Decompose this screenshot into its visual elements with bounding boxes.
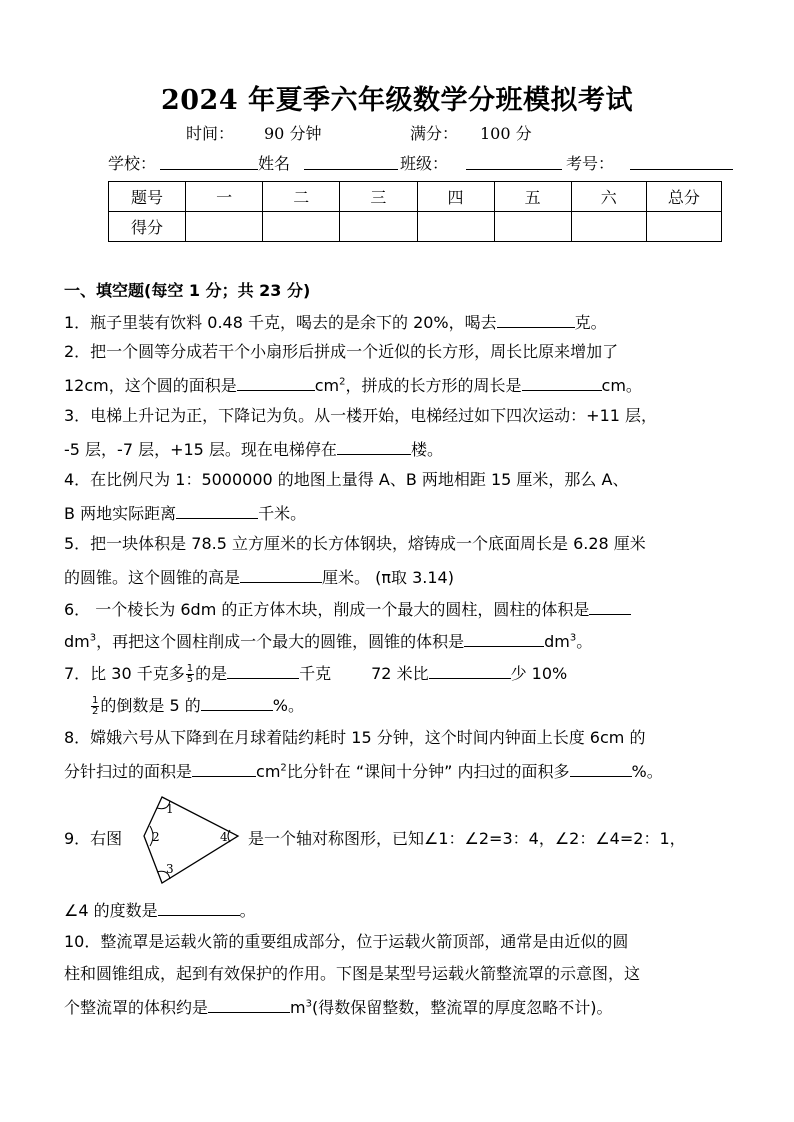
answer-blank[interactable]: [176, 502, 258, 519]
table-cell: 六: [571, 182, 646, 212]
question-10-line-2: 柱和圆锥组成，起到有效保护的作用。下图是某型号运载火箭整流罩的示意图，这: [64, 964, 641, 983]
score-cell[interactable]: [263, 212, 340, 242]
answer-blank[interactable]: [429, 662, 511, 679]
question-9-line-1a: 9．右图: [64, 829, 123, 848]
number-field[interactable]: [630, 151, 733, 170]
answer-blank[interactable]: [497, 311, 575, 328]
angle-label-4: 4: [220, 830, 228, 844]
answer-blank[interactable]: [201, 694, 273, 711]
angle-label-2: 2: [152, 830, 160, 844]
score-table-score-row: [109, 212, 722, 242]
time-label: 时间：: [186, 124, 235, 143]
score-label: 满分：: [410, 124, 459, 143]
question-2-line-2: 12cm，这个圆的面积是 $cm^2$，拼成的长方形的周长是 cm。: [64, 376, 642, 395]
question-6-line-2: $dm^3$，再把这个圆柱削成一个最大的圆锥，圆锥的体积是 $dm^3$。: [64, 632, 593, 651]
score-cell[interactable]: [646, 212, 721, 242]
question-8-line-2: 分针扫过的面积是 $cm^2$比分针在 “课间十分钟” 内扫过的面积多 %。: [64, 762, 663, 781]
score-value: 100 分: [480, 124, 532, 143]
angle-label-3: 3: [166, 862, 174, 876]
table-cell: 得分: [109, 212, 186, 242]
fraction-one-fifth: $\frac{1}{5}$: [186, 663, 194, 685]
name-label: 姓名: [258, 154, 291, 173]
question-9-line-1b: 是一个轴对称图形，已知∠1：∠2=3：4，∠2：∠4=2：1，: [248, 829, 686, 848]
score-cell[interactable]: [494, 212, 571, 242]
table-cell: 题号: [109, 182, 186, 212]
answer-blank[interactable]: [192, 760, 256, 777]
answer-blank[interactable]: [208, 996, 290, 1013]
question-7-line-1: 7．比 30 千克多 $\frac{1}{5}$ 的是 千克 72 米比 少 10%: [64, 663, 568, 685]
question-3-line-1: 3．电梯上升记为正，下降记为负。从一楼开始，电梯经过如下四次运动：+11 层，: [64, 406, 658, 425]
question-9-line-2: ∠4 的度数是 。: [64, 901, 256, 920]
class-field[interactable]: [466, 151, 562, 170]
question-7-line-2: $\frac{1}{2}$ 的倒数是 5 的 %。: [92, 695, 304, 717]
answer-blank[interactable]: [240, 566, 322, 583]
question-3-line-2: -5 层，-7 层，+15 层。现在电梯停在 楼。: [64, 440, 443, 459]
table-cell: 三: [340, 182, 417, 212]
section-title: 一、填空题(每空 1 分；共 23 分): [64, 281, 311, 300]
answer-blank[interactable]: [227, 662, 299, 679]
question-2-line-1: 2．把一个圆等分成若干个小扇形后拼成一个近似的长方形，周长比原来增加了: [64, 342, 619, 361]
table-cell: 五: [494, 182, 571, 212]
answer-blank[interactable]: [570, 760, 632, 777]
fraction-one-half: $\frac{1}{2}$: [92, 695, 99, 717]
class-label: 班级：: [400, 154, 449, 173]
question-6-line-1: 6． 一个棱长为 6dm 的正方体木块，削成一个最大的圆柱，圆柱的体积是: [64, 598, 631, 620]
time-value: 90 分钟: [264, 124, 322, 143]
number-label: 考号：: [566, 154, 615, 173]
table-cell: 二: [263, 182, 340, 212]
answer-blank[interactable]: [464, 630, 544, 647]
answer-blank[interactable]: [337, 438, 411, 455]
question-5-line-2: 的圆锥。这个圆锥的高是 厘米。 (π取 3.14): [64, 568, 454, 587]
axis-symmetric-figure: [140, 793, 246, 887]
answer-blank[interactable]: [237, 374, 315, 391]
exam-title: 2024 年夏季六年级数学分班模拟考试: [160, 85, 634, 116]
table-cell: 总分: [646, 182, 721, 212]
score-cell[interactable]: [571, 212, 646, 242]
score-table-header-row: [109, 182, 722, 212]
question-4-line-2: B 两地实际距离 千米。: [64, 504, 307, 523]
question-1: 1．瓶子里装有饮料 0.48 千克，喝去的是余下的 20%，喝去 克。: [64, 313, 607, 332]
score-table: [108, 181, 722, 242]
angle-label-1: 1: [166, 802, 174, 816]
school-label: 学校：: [108, 154, 157, 173]
question-4-line-1: 4．在比例尺为 1：5000000 的地图上量得 A、B 两地相距 15 厘米，那么 A、: [64, 470, 629, 489]
answer-blank[interactable]: [158, 899, 240, 916]
answer-blank[interactable]: [589, 598, 631, 615]
question-8-line-1: 8．嫦娥六号从下降到在月球着陆约耗时 15 分钟，这个时间内钟面上长度 6cm 的: [64, 728, 646, 747]
question-10-line-3: 个整流罩的体积约是 $m^3$(得数保留整数，整流罩的厚度忽略不计)。: [64, 998, 613, 1017]
score-cell[interactable]: [340, 212, 417, 242]
table-cell: 四: [417, 182, 494, 212]
name-field[interactable]: [304, 151, 398, 170]
question-10-line-1: 10．整流罩是运载火箭的重要组成部分，位于运载火箭顶部，通常是由近似的圆: [64, 932, 629, 951]
score-cell[interactable]: [186, 212, 263, 242]
table-cell: 一: [186, 182, 263, 212]
answer-blank[interactable]: [522, 374, 602, 391]
school-field[interactable]: [160, 151, 258, 170]
question-5-line-1: 5．把一块体积是 78.5 立方厘米的长方体钢块，熔铸成一个底面周长是 6.28 厘米: [64, 534, 646, 553]
score-cell[interactable]: [417, 212, 494, 242]
